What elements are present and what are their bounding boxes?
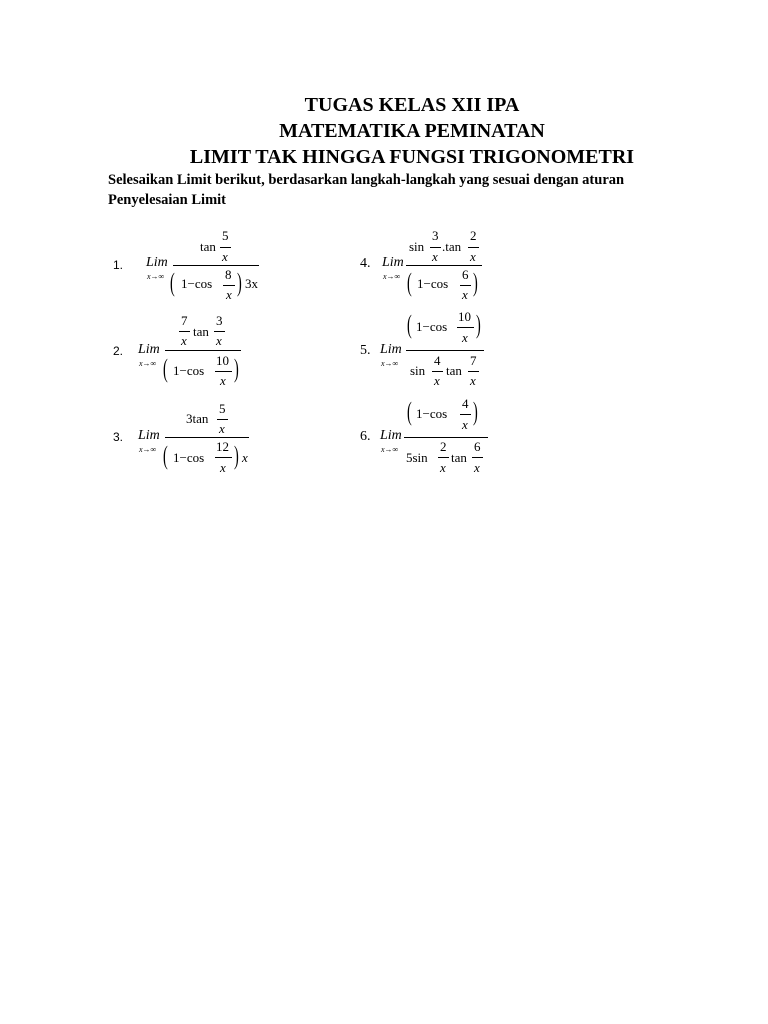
main-fraction-bar	[406, 350, 484, 351]
tan-numerator: 2	[470, 228, 477, 243]
inner-numerator: 10	[216, 353, 229, 368]
small-fraction-bar	[179, 331, 190, 332]
small-fraction-bar	[460, 414, 471, 415]
lim-label: Lim	[380, 342, 402, 357]
small-fraction-bar	[432, 371, 443, 372]
open-paren: (	[407, 397, 412, 426]
tan-numerator: 3	[216, 313, 223, 328]
variable-x: x	[440, 460, 446, 475]
lim-subscript: x→∞	[383, 272, 401, 281]
close-paren: )	[237, 268, 242, 297]
sin-numerator: 2	[440, 439, 447, 454]
lim-subscript: x→∞	[139, 445, 157, 454]
one-minus-cos: 1−cos	[173, 363, 205, 378]
variable-x: x	[432, 249, 438, 264]
problem-number: 3.	[113, 430, 124, 444]
close-paren: )	[473, 268, 478, 297]
problem-number: 1.	[113, 258, 124, 272]
close-paren: )	[234, 441, 239, 470]
variable-x: x	[226, 287, 232, 302]
variable-x: x	[462, 417, 468, 432]
variable-x: x	[462, 330, 468, 345]
variable-x: x	[219, 421, 225, 436]
main-fraction-bar	[165, 437, 249, 438]
open-paren: (	[407, 310, 412, 339]
inner-numerator: 12	[216, 439, 229, 454]
close-paren: )	[234, 354, 239, 383]
close-paren: )	[476, 310, 481, 339]
variable-x: x	[220, 373, 226, 388]
variable-x: x	[222, 249, 228, 264]
main-fraction-bar	[165, 350, 241, 351]
lim-label: Lim	[380, 428, 402, 443]
lim-label: Lim	[138, 428, 160, 443]
small-fraction-bar	[214, 331, 225, 332]
variable-x: x	[242, 450, 248, 465]
sin-label: sin	[409, 239, 425, 254]
three-x: 3x	[245, 276, 258, 291]
three-tan: 3tan	[186, 411, 209, 426]
main-fraction-bar	[173, 265, 259, 266]
five-sin: 5sin	[406, 450, 428, 465]
small-fraction-bar	[430, 247, 441, 248]
variable-x: x	[216, 333, 222, 348]
small-fraction-bar	[223, 285, 235, 286]
main-fraction-bar	[404, 437, 488, 438]
small-fraction-bar	[468, 247, 479, 248]
one-minus-cos: 1−cos	[416, 406, 448, 421]
small-fraction-bar	[215, 457, 232, 458]
small-fraction-bar	[457, 327, 474, 328]
lim-label: Lim	[138, 342, 160, 357]
lim-subscript: x→∞	[381, 359, 399, 368]
variable-x: x	[470, 249, 476, 264]
inner-numerator: 4	[462, 396, 469, 411]
variable-x: x	[474, 460, 480, 475]
numerator-digit: 5	[219, 401, 226, 416]
small-fraction-bar	[220, 247, 231, 248]
lim-subscript: x→∞	[147, 272, 165, 281]
one-minus-cos: 1−cos	[181, 276, 213, 291]
open-paren: (	[407, 268, 412, 297]
tan-label: tan	[451, 450, 467, 465]
tan-numerator: 7	[470, 353, 477, 368]
variable-x: x	[434, 373, 440, 388]
small-fraction-bar	[217, 419, 228, 420]
one-minus-cos: 1−cos	[416, 319, 448, 334]
instruction-text: Selesaikan Limit berikut, berdasarkan langkah-langkah yang sesuai dengan aturan Penyelesaian Limit	[108, 172, 625, 208]
problem-number: 5.	[360, 343, 371, 358]
numerator-digit: 5	[222, 228, 229, 243]
variable-x: x	[220, 460, 226, 475]
lim-subscript: x→∞	[139, 359, 157, 368]
open-paren: (	[163, 441, 168, 470]
problem-number: 4.	[360, 256, 371, 271]
coef-numerator: 7	[181, 313, 188, 328]
problem-number: 2.	[113, 344, 124, 358]
one-minus-cos: 1−cos	[417, 276, 449, 291]
tan-label: tan	[193, 324, 209, 339]
small-fraction-bar	[472, 457, 483, 458]
lim-subscript: x→∞	[381, 445, 399, 454]
close-paren: )	[473, 397, 478, 426]
variable-x: x	[470, 373, 476, 388]
variable-x: x	[181, 333, 187, 348]
small-fraction-bar	[215, 371, 232, 372]
title-line-1: TUGAS KELAS XII IPA	[304, 94, 520, 116]
tan-label: tan	[446, 363, 462, 378]
sin-label: sin	[410, 363, 426, 378]
sin-numerator: 3	[432, 228, 439, 243]
dot-tan: .tan	[442, 239, 462, 254]
small-fraction-bar	[468, 371, 479, 372]
small-fraction-bar	[460, 285, 471, 286]
one-minus-cos: 1−cos	[173, 450, 205, 465]
lim-label: Lim	[146, 255, 168, 270]
inner-numerator: 6	[462, 267, 469, 282]
lim-label: Lim	[382, 255, 404, 270]
title-line-3: LIMIT TAK HINGGA FUNGSI TRIGONOMETRI	[189, 146, 635, 168]
inner-numerator: 10	[458, 309, 471, 324]
tan-label: tan	[200, 239, 216, 254]
small-fraction-bar	[438, 457, 449, 458]
tan-numerator: 6	[474, 439, 481, 454]
inner-numerator: 8	[225, 267, 232, 282]
problem-number: 6.	[360, 429, 371, 444]
open-paren: (	[163, 354, 168, 383]
variable-x: x	[462, 287, 468, 302]
title-line-2: MATEMATIKA PEMINATAN	[279, 120, 545, 142]
open-paren: (	[170, 268, 175, 297]
sin-numerator: 4	[434, 353, 441, 368]
main-fraction-bar	[406, 265, 482, 266]
